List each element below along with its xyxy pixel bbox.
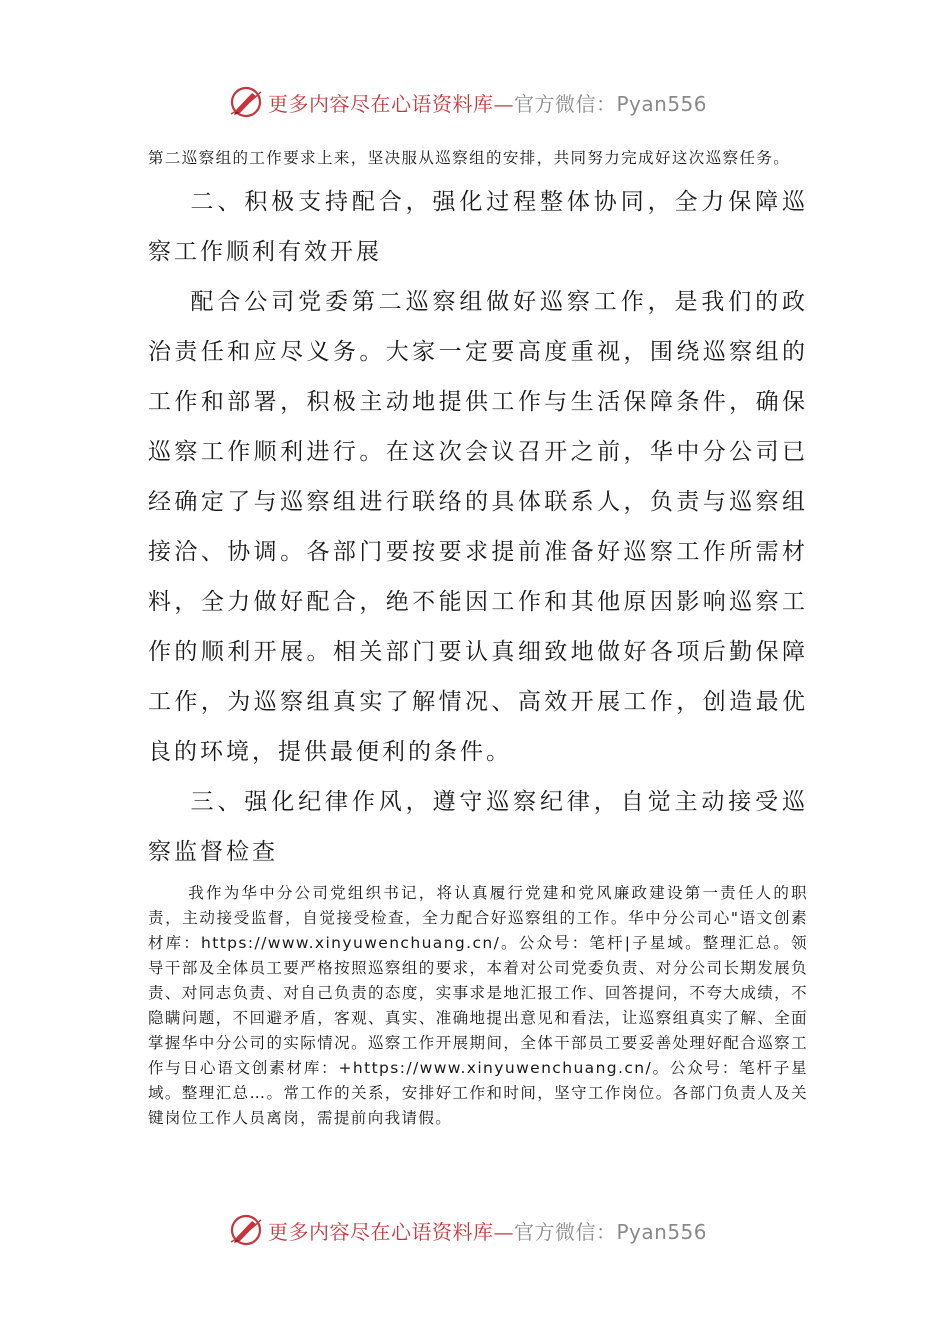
header-watermark-banner (228, 82, 748, 122)
banner-text: 更多内容尽在心语资料库— (268, 1219, 514, 1244)
section-heading-2: 二、积极支持配合，强化过程整体协同，全力保障巡察工作顺利有效开展 (148, 189, 808, 265)
banner-wechat: 官方微信：Pyan556 (514, 91, 708, 116)
document-body (148, 146, 808, 1131)
pen-logo-icon (228, 84, 264, 120)
footer-watermark-banner (228, 1210, 748, 1250)
paragraph-continuation: 第二巡察组的工作要求上来，坚决服从巡察组的安排，共同努力完成好这次巡察任务。 (148, 149, 791, 167)
section-heading-3: 三、强化纪律作风，遵守巡察纪律，自觉主动接受巡察监督检查 (148, 789, 808, 865)
banner-text: 更多内容尽在心语资料库— (268, 91, 514, 116)
pen-logo-icon (228, 1212, 264, 1248)
banner-wechat: 官方微信：Pyan556 (514, 1219, 708, 1244)
paragraph-section-3: 我作为华中分公司党组织书记，将认真履行党建和党风廉政建设第一责任人的职责，主动接受监督，自觉接受检查，全力配合好巡察组的工作。华中分公司心"语文创素材库：https://www.xinyuwenchuang.cn/。公众号：笔杆|子星域。整理汇总。领导干部及全体员工要严格按照巡察组的要求，本着对公司党委负责、对分公司长期发展负责、对同志负责、对自己负责的态度，实事求是地汇报工作、回答提问，不夸大成绩，不隐瞒问题，不回避矛盾，客观、真实、准确地提出意见和看法，让巡察组真实了解、全面掌握华中分公司的实际情况。巡察工作开展期间，全体干部员工要妥善处理好配合巡察工作与日心语文创素材库：+https://www.xinyuwenchuang.cn/。公众号：笔杆子星域。整理汇总…。常工作的关系，安排好工作和时间，坚守工作岗位。各部门负责人及关键岗位工作人员离岗，需提前向我请假。 (148, 884, 808, 1127)
paragraph-section-2: 配合公司党委第二巡察组做好巡察工作，是我们的政治责任和应尽义务。大家一定要高度重视，围绕巡察组的工作和部署，积极主动地提供工作与生活保障条件，确保巡察工作顺利进行。在这次会议召开之前，华中分公司已经确定了与巡察组进行联络的具体联系人，负责与巡察组接洽、协调。各部门要按要求提前准备好巡察工作所需材料，全力做好配合，绝不能因工作和其他原因影响巡察工作的顺利开展。相关部门要认真细致地做好各项后勤保障工作，为巡察组真实了解情况、高效开展工作，创造最优良的环境，提供最便利的条件。 (148, 289, 808, 765)
